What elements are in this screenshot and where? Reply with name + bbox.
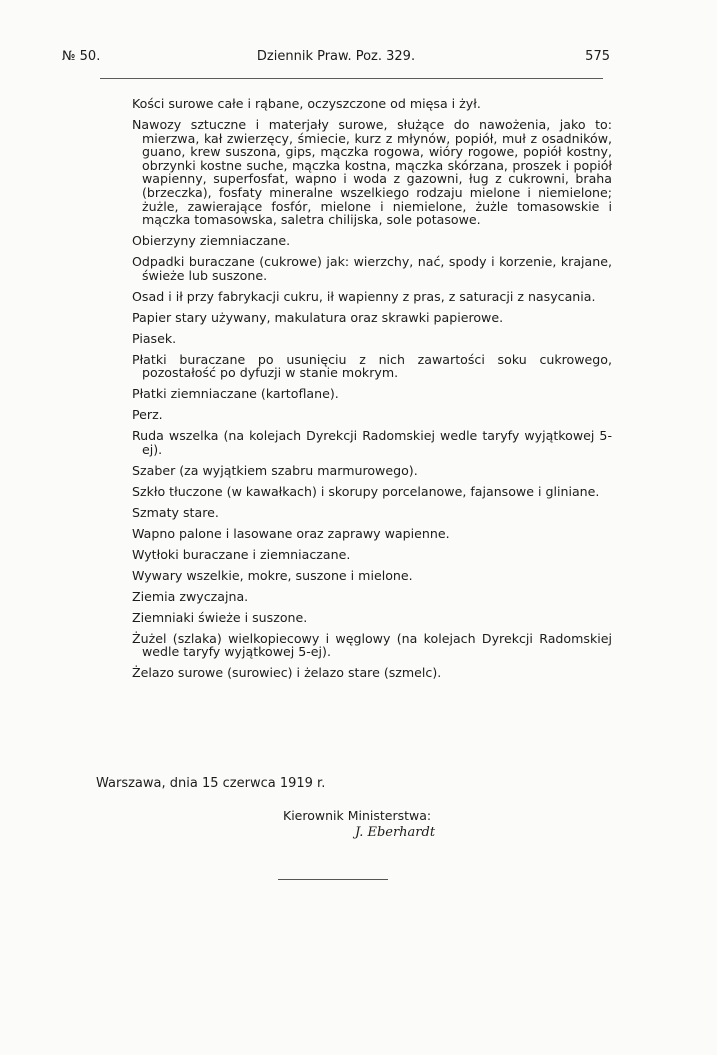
list-item: Nawozy sztuczne i materjały surowe, służące do nawożenia, jako to: mierzwa, kał zwierzęcy, śmiecie, kurz z młynów, popiół, muł z osadników, guano, krew suszona, gips, mączka rogowa, wióry rogowe, popiół kostny, obrzynki kostne suche, mączka kostna, mączka skórzana, proszek i popiół wapienny, superfosfat, wapno i woda z gazowni, ług z cukrowni, braha (brzeczka), fosfaty mineralne wszelkiego rodzaju mielone i niemielone; żużle, zawierające fosfór, mielone i niemielone, żużle tomasowskie i mączka tomasowska, saletra chilijska, sole potasowe. (132, 116, 612, 228)
list-item: Wywary wszelkie, mokre, suszone i mielone. (132, 567, 413, 583)
place-date: Warszawa, dnia 15 czerwca 1919 r. (96, 776, 326, 791)
list-item: Ziemniaki świeże i suszone. (132, 609, 308, 625)
issue-number: № 50. (62, 49, 101, 64)
list-item: Żużel (szlaka) wielkopiecowy i węglowy (na kolejach Dyrekcji Radomskiej wedle taryfy wyjątkowej 5-ej). (132, 630, 612, 660)
list-item: Szmaty stare. (132, 504, 219, 520)
list-item: Żelazo surowe (surowiec) i żelazo stare (szmelc). (132, 665, 442, 681)
page-number: 575 (585, 49, 610, 64)
closing-rule (278, 879, 388, 880)
list-item: Ziemia zwyczajna. (132, 588, 249, 604)
list-item: Papier stary używany, makulatura oraz skrawki papierowe. (132, 309, 504, 325)
list-item: Obierzyny ziemniaczane. (132, 233, 291, 249)
list-item: Osad i ił przy fabrykacji cukru, ił wapienny z pras, z saturacji z nasycania. (132, 288, 596, 304)
list-item: Odpadki buraczane (cukrowe) jak: wierzchy, nać, spody i korzenie, krajane, świeże lub suszone. (132, 254, 612, 283)
list-item: Ruda wszelka (na kolejach Dyrekcji Radomskiej wedle taryfy wyjątkowej 5-ej). (132, 428, 612, 457)
list-item: Kości surowe całe i rąbane, oczyszczone od mięsa i żył. (132, 96, 481, 111)
list-item: Płatki buraczane po usunięciu z nich zawartości soku cukrowego, pozostałość po dyfuzji w stanie mokrym. (132, 351, 612, 381)
list-item: Szkło tłuczone (w kawałkach) i skorupy porcelanowe, fajansowe i gliniane. (132, 483, 600, 499)
journal-title: Dziennik Praw. Poz. 329. (256, 49, 416, 64)
list-item: Perz. (132, 407, 163, 423)
signatory-title: Kierownik Ministerstwa: (283, 808, 432, 823)
signatory-name: J. Eberhardt (355, 825, 436, 840)
list-item: Płatki ziemniaczane (kartoflane). (132, 386, 339, 402)
header-rule (100, 78, 603, 79)
list-item: Wytłoki buraczane i ziemniaczane. (132, 546, 351, 562)
list-item: Wapno palone i lasowane oraz zaprawy wapienne. (132, 525, 450, 541)
page-header (62, 49, 610, 69)
goods-list (132, 97, 612, 687)
list-item: Szaber (za wyjątkiem szabru marmurowego). (132, 462, 418, 478)
list-item: Piasek. (132, 330, 177, 346)
